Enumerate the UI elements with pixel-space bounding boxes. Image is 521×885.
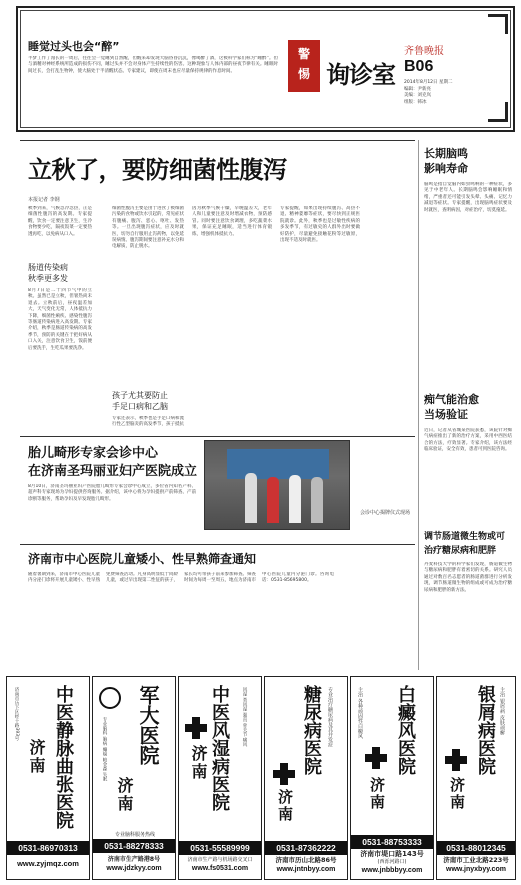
ad3-name: 中医风湿病医院 xyxy=(209,685,230,811)
ad5-services: 主治 各种顽固性白癜风 xyxy=(357,687,363,739)
ad6-address: 济南市工业北路223号 xyxy=(443,856,509,864)
ad-vitiligo-hospital xyxy=(350,676,434,880)
ad6-cross-icon xyxy=(445,749,467,771)
ad1-web: www.zyjmqz.com xyxy=(17,859,79,868)
ad1-phone: 0531-86970313 xyxy=(7,841,89,855)
sleep-article-title: 睡觉过头也会“醉” xyxy=(28,40,120,53)
photo-person-3 xyxy=(289,475,301,523)
page-number: B06 xyxy=(404,58,434,75)
ad5-web: www.jnbbbyy.com xyxy=(361,867,423,874)
ad6-name: 银屑病医院 xyxy=(475,685,496,775)
ad1-address: 济南市历下区经十路393号 xyxy=(14,687,19,741)
ad2-phone: 0531-88278333 xyxy=(93,839,175,853)
story3-title: 济南市中心医院儿童矮小、性早熟筛查通知 xyxy=(28,552,257,566)
ad4-name: 糖尿病医院 xyxy=(301,685,322,775)
main-col4-body: 专家提醒，如果出现持续腹泻、高热不退、精神萎靡等症状，要尽快到正规医院就诊。此外，秋季也是过敏性疾病的多发季节，有过敏史的人群外出时要做好防护，尽量避免接触花粉等过敏原，出现不适及时就医。 xyxy=(280,206,360,244)
news3-title: 调节肠道微生物或可 治疗糖尿病和肥胖 xyxy=(424,532,506,556)
ad3-phone: 0531-55589999 xyxy=(179,841,261,855)
ad-rheumatism-hospital xyxy=(178,676,262,880)
ad6-city: 济南 xyxy=(448,777,466,811)
news2-body: 近日，记者从省城某医院获悉，该院针对痴气病症推出了新的治疗方案，采用中西医结合的方法，疗效显著。专家介绍，该方法经临床验证，安全有效，患者可到医院咨询。 xyxy=(424,428,512,453)
news3-body: 丹麦科技大学的科学家们发现，肠道微生物与糖尿病和肥胖有着密切的关系。研究人员通过对数百名志愿者的肠道菌群进行分析发现，调节肠道微生物的组成或可成为治疗糖尿病和肥胖的新方法。 xyxy=(424,562,512,593)
meta-line-editor: 编辑：尹新亮 xyxy=(404,86,431,92)
paper-name: 齐鲁晚报 xyxy=(404,46,444,57)
ad3-web: www.fs0531.com xyxy=(191,865,249,872)
main-sub2: 孩子尤其要防止 手足口病和乙脑 xyxy=(112,391,168,411)
story2-title-line2: 在济南圣玛丽亚妇产医院成立 xyxy=(28,464,198,479)
story2-top-rule xyxy=(20,436,415,437)
ad6-web: www.jnyxbyy.com xyxy=(446,866,506,873)
ad2-phone-label: 专业脑科服务热线 xyxy=(114,832,155,838)
ad3-services: 风湿 类风湿 强直 骨关节 痛风 xyxy=(242,687,247,747)
page-meta xyxy=(404,80,484,106)
ad5-cross-icon xyxy=(365,747,387,769)
ad4-services: 专业治疗糖尿病及其并发症 xyxy=(327,687,333,747)
ad4-phone: 0531-87362222 xyxy=(265,841,347,855)
story2-photo xyxy=(204,440,350,530)
ad-vein-hospital xyxy=(6,676,90,880)
main-col1-body: 秋季到来，气候忽冷忽热，正是细菌性腹泻的高发期。专家提醒，饮食一定要注意卫生，生冷食物要少吃，隔夜饭菜一定要热透再吃，以免病从口入。 xyxy=(28,206,92,237)
ad-psoriasis-hospital xyxy=(436,676,516,880)
ad1-name: 中医静脉曲张医院 xyxy=(53,685,74,829)
section-title: 询诊室 xyxy=(326,61,395,89)
ad2-services: 专业脑科 脑病 癫痫 帕金森 失眠 xyxy=(102,717,107,782)
ad1-city: 济南 xyxy=(27,739,46,775)
meta-line-layout: 组版：韩冰 xyxy=(404,99,427,105)
ad-diabetes-hospital xyxy=(264,676,348,880)
ad2-city: 济南 xyxy=(115,777,134,813)
ad5-address: 济南市堤口路143号 xyxy=(360,850,424,858)
story2-title-line1: 胎儿畸形专家会诊中心 xyxy=(28,446,159,461)
ad3-cross-icon xyxy=(185,717,207,739)
story2-body: 8月10日，济南圣玛丽亚妇产医院胎儿畸形专家会诊中心成立，多位省内知名产科、超声科专家现场为孕妇提供咨询服务。据介绍，该中心将为孕妇提供产前筛查、产前诊断等服务，帮助孕妇及早发现胎儿畸形。 xyxy=(28,484,196,502)
story2-photo-caption: 会诊中心揭牌仪式现场 xyxy=(360,510,411,516)
meta-line-date: 2014年8月12日 星期二 xyxy=(404,80,453,85)
ad5-name: 白癜风医院 xyxy=(395,685,416,775)
main-col2-body: 细菌性腹泻主要是由于进食了被细菌污染的食物或饮水引起的，常见症状有腹痛、腹泻、恶心、呕吐、发热等。一旦出现腹泻症状，应及时就医，切勿自行服用止泻药物，以免延误病情。腹泻期间要注意补充水分和电解质，防止脱水。 xyxy=(112,206,184,250)
right-col-divider xyxy=(418,140,419,670)
main-headline: 立秋了，要防细菌性腹泻 xyxy=(28,156,287,184)
warning-seal: 警 惕 xyxy=(288,40,320,92)
news2-title: 痴气能治愈 当场验证 xyxy=(424,393,479,421)
ad-military-hospital xyxy=(92,676,176,880)
ad5-phone: 0531-88753333 xyxy=(351,835,433,849)
photo-banner xyxy=(227,449,329,479)
ad4-city: 济南 xyxy=(276,789,294,823)
ad6-services: 主治 银屑病 皮肤顽癣 xyxy=(499,687,505,736)
ad5-city: 济南 xyxy=(368,777,386,811)
photo-person-2 xyxy=(267,477,279,523)
sleep-article-body: 半梦工作了漫长的一周后，往往会一觉睡到自然醒，但醒来却发现大脑昏昏沉沉，像喝醉了酒，这被科学家们称为“睡醉”。但与酒精对神经系统所造成的损伤不同，睡过头并不会对身体产生持续性的伤害。这种现象与人体内部的昼夜节律有关。睡眠时间过长，会打乱生物钟，使大脑处于半清醒状态。专家建议，即使在周末也应尽量保持规律的作息时间。 xyxy=(28,56,278,74)
photo-person-4 xyxy=(311,477,323,523)
photo-person-1 xyxy=(245,473,257,523)
news1-body: 脑鸣是指自觉脑内如虫鸣响的一种症状，多见于中老年人。长期脑鸣会影响睡眠和情绪，严重者还可能引发头晕、头痛、记忆力减退等症状。专家提醒，出现脑鸣症状要及时就医，查明病因，对症治疗，切莫拖延。 xyxy=(424,182,512,213)
meta-line-designer: 美编：刘克岚 xyxy=(404,93,431,98)
story3-top-rule xyxy=(20,544,415,545)
ad3-address: 济南市生产路与机场路交叉口 xyxy=(187,857,253,863)
ornament-top-right xyxy=(488,14,508,34)
ad6-phone: 0531-88012345 xyxy=(437,841,515,855)
story3-body: 随着暑期到来，济南市中心医院儿童内分泌门诊将开展儿童矮小、性早熟免费筛查活动。凡身高明显低于同龄儿童，或过早出现第二性征的孩子，家长均可带孩子前来参加筛查。筛查时间为每周一至周五，地点为济南市中心医院儿童内分泌门诊。咨询电话：0531-85695800。 xyxy=(28,572,334,584)
ad4-cross-icon xyxy=(273,763,295,785)
ad4-web: www.jntnbyy.com xyxy=(276,866,336,873)
main-top-rule xyxy=(20,140,415,141)
ad5-address2: (西泺河路口) xyxy=(377,859,407,865)
news1-title: 长期脑鸣 影响寿命 xyxy=(424,147,468,175)
main-col1-body2: 8月7日是二十四节气中的立秋。虽然已是立秋，但暑热尚未退去。立秋前后，昼夜温差加大，天气变化无常，人体抵抗力下降，细菌性痢疾、感染性腹泻等肠道传染病进入高发期。专家介绍，秋季是肠道传染病的高发季节，预防的关键在于把好病从口入关，注意饮食卫生，饭前便后要洗手，生吃瓜果要洗净。 xyxy=(28,288,92,351)
ad4-address: 济南市历山北路86号 xyxy=(275,856,337,864)
main-sub1: 肠道传染病 秋季更多发 xyxy=(28,263,68,283)
main-col3-body: 因为秋季气候干燥，早晚温差大，老年人和儿童要注意及时增减衣物，预防感冒。同时要注意饮食调理，多吃蔬菜水果，保证充足睡眠，适当进行体育锻炼，增强机体抵抗力。 xyxy=(192,206,272,237)
ad2-web: www.jdzkyy.com xyxy=(106,865,162,872)
ad2-name: 军大医院 xyxy=(136,685,160,765)
ad3-city: 济南 xyxy=(189,745,208,781)
main-byline: 本报记者 李钢 xyxy=(28,197,60,203)
ornament-bottom-right xyxy=(488,102,508,122)
ad2-address: 济南市生产路港8号 xyxy=(107,856,161,863)
main-col2-body2: 专家还表示，秋季也是手足口病和流行性乙型脑炎的高发季节，孩子抵抗 xyxy=(112,416,184,428)
ad2-logo xyxy=(99,687,121,709)
